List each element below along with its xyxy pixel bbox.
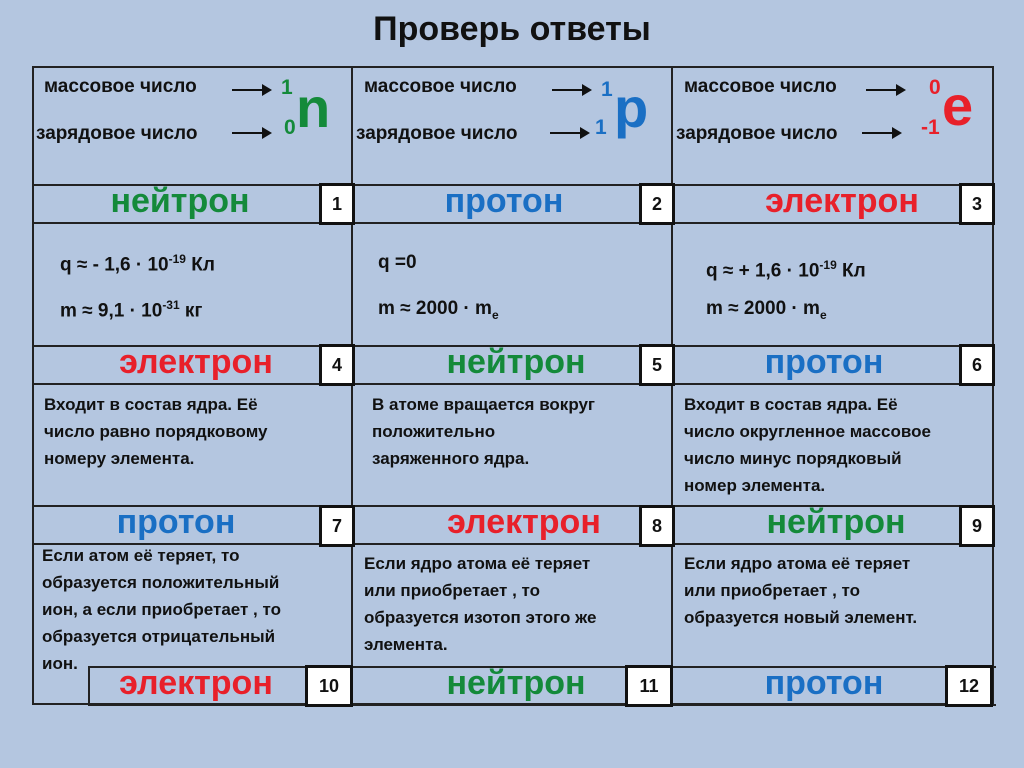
answer-number: 7 xyxy=(319,505,355,547)
arrow-icon xyxy=(232,89,270,91)
charge-formula: q =0 xyxy=(378,252,417,273)
arrow-icon xyxy=(866,89,904,91)
page-title: Проверь ответы xyxy=(373,10,651,48)
answer-number: 1 xyxy=(319,183,355,225)
mass-label: массовое число xyxy=(44,76,197,97)
answer-number: 11 xyxy=(625,665,673,707)
charge-label: зарядовое число xyxy=(356,123,518,144)
description-text: Если ядро атома её теряет или приобретает , то образуется изотоп этого же элемента. xyxy=(364,554,597,654)
answer-number: 5 xyxy=(639,344,675,386)
charge-label: зарядовое число xyxy=(36,123,198,144)
answer-word: электрон xyxy=(765,182,919,220)
answer-number: 8 xyxy=(639,505,675,547)
mass-number: 0 xyxy=(929,76,941,99)
charge-number: -1 xyxy=(921,116,940,139)
answer-word: протон xyxy=(764,664,884,702)
electron-symbol: e xyxy=(942,74,974,137)
charge-formula: q ≈ - $1,6 \cdot 10^{-19}$ Кл xyxy=(60,252,215,276)
arrow-icon xyxy=(232,132,270,134)
description-text: Входит в состав ядра. Её число округленное массовое число минус порядковый номер элемента. xyxy=(684,395,931,495)
arrow-icon xyxy=(550,132,588,134)
charge-formula: q ≈ + $1,6 \cdot 10^{-19}$ Кл xyxy=(706,258,866,282)
charge-number: 0 xyxy=(284,116,296,139)
mass-label: массовое число xyxy=(684,76,837,97)
description-text: Входит в состав ядра. Её число равно порядковому номеру элемента. xyxy=(44,395,268,468)
mass-formula: $m \approx 2000 \cdot m_e$ xyxy=(378,298,499,322)
answer-word: протон xyxy=(764,343,884,381)
charge-label: зарядовое число xyxy=(676,123,838,144)
mass-formula: $m \approx 2000 \cdot m_e$ xyxy=(706,298,827,322)
mass-formula: $m \approx 9,1 \cdot 10^{-31}$ кг xyxy=(60,298,203,322)
answer-number: 3 xyxy=(959,183,995,225)
answer-word: электрон xyxy=(447,503,601,541)
answer-number: 9 xyxy=(959,505,995,547)
description-text: Если атом её теряет, то образуется положительный ион, а если приобретает , то образуется отрицательный ион. xyxy=(42,546,281,673)
answer-word: электрон xyxy=(119,664,273,702)
mass-number: 1 xyxy=(601,78,613,101)
answer-number: 2 xyxy=(639,183,675,225)
answer-number: 4 xyxy=(319,344,355,386)
answer-word: протон xyxy=(116,503,236,541)
charge-number: 1 xyxy=(595,116,607,139)
answer-word: протон xyxy=(444,182,564,220)
answer-word: нейтрон xyxy=(110,182,250,220)
neutron-symbol: n xyxy=(296,76,331,139)
description-text: В атоме вращается вокруг положительно заряженного ядра. xyxy=(372,395,596,468)
arrow-icon xyxy=(552,89,590,91)
mass-label: массовое число xyxy=(364,76,517,97)
arrow-icon xyxy=(862,132,900,134)
answer-number: 12 xyxy=(945,665,993,707)
description-text: Если ядро атома её теряет или приобретает , то образуется новый элемент. xyxy=(684,554,918,627)
mass-number: 1 xyxy=(281,76,293,99)
answer-word: нейтрон xyxy=(446,664,586,702)
answer-number: 6 xyxy=(959,344,995,386)
proton-symbol: p xyxy=(614,76,649,139)
answer-word: нейтрон xyxy=(766,503,906,541)
answer-number: 10 xyxy=(305,665,353,707)
answer-word: нейтрон xyxy=(446,343,586,381)
answer-word: электрон xyxy=(119,343,273,381)
